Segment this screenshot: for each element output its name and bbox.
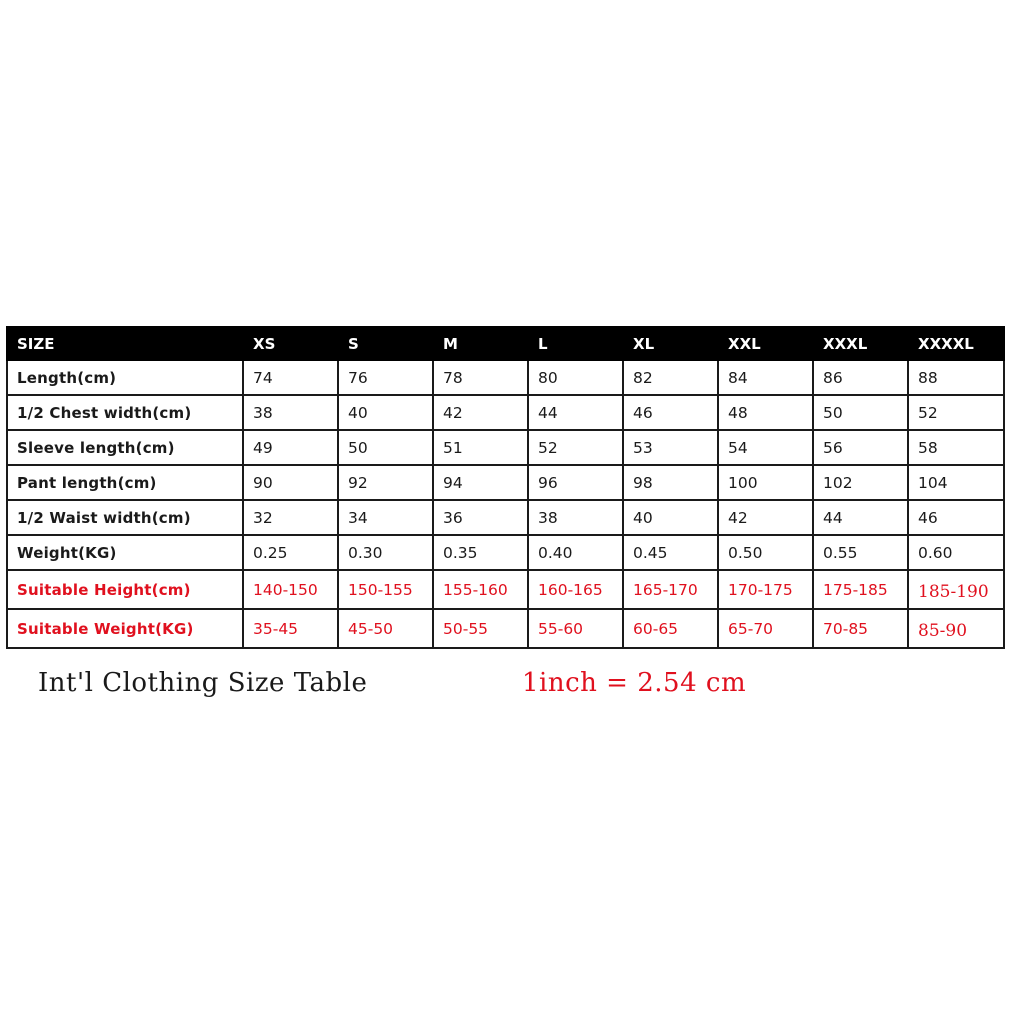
table-cell: 40 xyxy=(338,395,433,430)
table-cell: 35-45 xyxy=(243,609,338,648)
table-cell: 65-70 xyxy=(718,609,813,648)
table-cell: 48 xyxy=(718,395,813,430)
table-cell: 160-165 xyxy=(528,570,623,609)
table-cell: 50 xyxy=(813,395,908,430)
table-cell: 38 xyxy=(528,500,623,535)
table-cell: 70-85 xyxy=(813,609,908,648)
table-cell: 44 xyxy=(813,500,908,535)
table-cell: 86 xyxy=(813,360,908,395)
table-cell: 165-170 xyxy=(623,570,718,609)
table-cell: 52 xyxy=(528,430,623,465)
table-cell: 102 xyxy=(813,465,908,500)
table-cell: 150-155 xyxy=(338,570,433,609)
table-cell: 0.35 xyxy=(433,535,528,570)
table-cell: 50-55 xyxy=(433,609,528,648)
size-table xyxy=(6,326,1005,649)
table-cell: 140-150 xyxy=(243,570,338,609)
table-cell: 0.45 xyxy=(623,535,718,570)
table-cell: 0.60 xyxy=(908,535,1004,570)
table-cell: 50 xyxy=(338,430,433,465)
table-row xyxy=(7,465,1004,500)
table-row xyxy=(7,360,1004,395)
table-cell: 78 xyxy=(433,360,528,395)
header-cell-m: M xyxy=(433,327,528,360)
table-header-row xyxy=(7,327,1004,360)
table-cell: 98 xyxy=(623,465,718,500)
table-cell: 46 xyxy=(623,395,718,430)
row-label: Suitable Height(cm) xyxy=(7,570,243,609)
table-cell: 34 xyxy=(338,500,433,535)
table-cell: 52 xyxy=(908,395,1004,430)
table-cell: 96 xyxy=(528,465,623,500)
table-cell: 0.40 xyxy=(528,535,623,570)
header-cell-xl: XL xyxy=(623,327,718,360)
row-label: Suitable Weight(KG) xyxy=(7,609,243,648)
table-cell: 32 xyxy=(243,500,338,535)
table-cell: 58 xyxy=(908,430,1004,465)
table-row xyxy=(7,609,1004,648)
table-cell: 44 xyxy=(528,395,623,430)
table-cell: 0.55 xyxy=(813,535,908,570)
table-cell: 0.30 xyxy=(338,535,433,570)
table-row xyxy=(7,430,1004,465)
table-body xyxy=(7,360,1004,648)
table-cell: 0.25 xyxy=(243,535,338,570)
table-cell: 94 xyxy=(433,465,528,500)
table-cell: 76 xyxy=(338,360,433,395)
row-label: Weight(KG) xyxy=(7,535,243,570)
table-cell: 42 xyxy=(433,395,528,430)
table-cell: 74 xyxy=(243,360,338,395)
table-cell: 42 xyxy=(718,500,813,535)
header-cell-size: SIZE xyxy=(7,327,243,360)
table-cell: 56 xyxy=(813,430,908,465)
row-label: Length(cm) xyxy=(7,360,243,395)
header-cell-xxxxl: XXXXL xyxy=(908,327,1004,360)
table-cell: 175-185 xyxy=(813,570,908,609)
unit-conversion-note: 1inch = 2.54 cm xyxy=(522,668,747,698)
table-row xyxy=(7,500,1004,535)
table-cell: 185-190 xyxy=(908,570,1004,609)
table-cell: 104 xyxy=(908,465,1004,500)
table-cell: 53 xyxy=(623,430,718,465)
table-cell: 55-60 xyxy=(528,609,623,648)
table-cell: 88 xyxy=(908,360,1004,395)
table-cell: 45-50 xyxy=(338,609,433,648)
row-label: Pant length(cm) xyxy=(7,465,243,500)
table-cell: 38 xyxy=(243,395,338,430)
table-cell: 100 xyxy=(718,465,813,500)
table-row xyxy=(7,395,1004,430)
table-cell: 90 xyxy=(243,465,338,500)
row-label: 1/2 Waist width(cm) xyxy=(7,500,243,535)
table-cell: 85-90 xyxy=(908,609,1004,648)
table-cell: 84 xyxy=(718,360,813,395)
table-cell: 0.50 xyxy=(718,535,813,570)
table-cell: 60-65 xyxy=(623,609,718,648)
table-cell: 36 xyxy=(433,500,528,535)
table-cell: 54 xyxy=(718,430,813,465)
header-cell-xs: XS xyxy=(243,327,338,360)
table-caption: Int'l Clothing Size Table xyxy=(38,668,368,698)
table-row xyxy=(7,535,1004,570)
header-cell-s: S xyxy=(338,327,433,360)
table-row xyxy=(7,570,1004,609)
header-cell-xxl: XXL xyxy=(718,327,813,360)
table-cell: 170-175 xyxy=(718,570,813,609)
table-cell: 155-160 xyxy=(433,570,528,609)
table-cell: 40 xyxy=(623,500,718,535)
table-cell: 92 xyxy=(338,465,433,500)
header-cell-xxxl: XXXL xyxy=(813,327,908,360)
table-cell: 49 xyxy=(243,430,338,465)
table-cell: 46 xyxy=(908,500,1004,535)
row-label: Sleeve length(cm) xyxy=(7,430,243,465)
row-label: 1/2 Chest width(cm) xyxy=(7,395,243,430)
table-cell: 82 xyxy=(623,360,718,395)
table-cell: 80 xyxy=(528,360,623,395)
header-cell-l: L xyxy=(528,327,623,360)
table-cell: 51 xyxy=(433,430,528,465)
